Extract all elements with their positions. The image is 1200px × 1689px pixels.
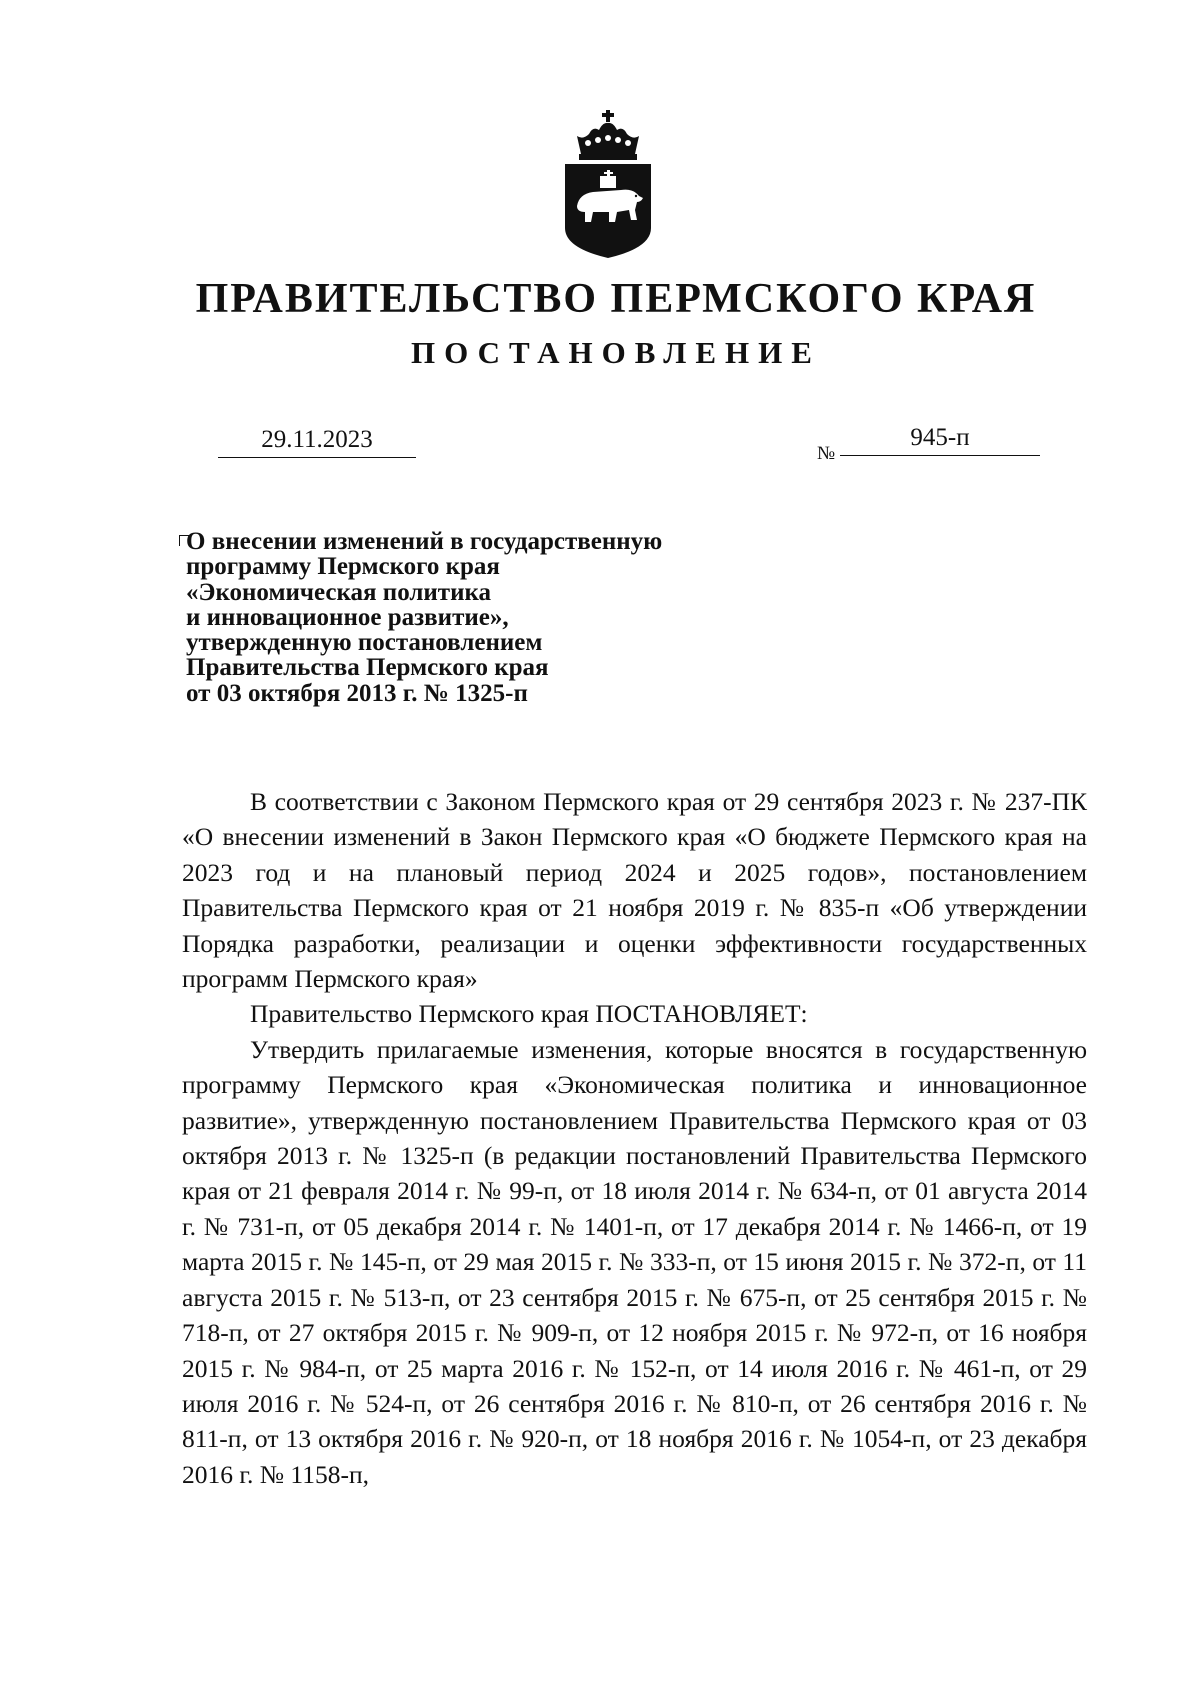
preamble-paragraph: В соответствии с Законом Пермского края от 29 сентября 2023 г. № 237-ПК «О внесении изменений в Закон Пермского края «О бюджете Пермского края на 2023 год и на плановый период 2024 и 2025 годов», постановлением Правительства Пермского края от 21 ноября 2019 г. № 835-п «Об утверждении Порядка разработки, реализации и оценки эффективности государственных программ Пермского края» <box>182 787 1087 994</box>
subject-line: «Экономическая политика <box>186 578 492 606</box>
subject-line: утвержденную постановлением <box>186 629 543 657</box>
document-type: ПОСТАНОВЛЕНИЕ <box>411 335 821 370</box>
coat-of-arms-icon <box>563 110 653 258</box>
resolution-paragraph: Правительство Пермского края ПОСТАНОВЛЯЕТ: <box>250 999 808 1029</box>
subject-line: от 03 октября 2013 г. № 1325-п <box>186 679 528 707</box>
approval-paragraph: Утвердить прилагаемые изменения, которые вносятся в государственную программу Пермского края «Экономическая политика и инновационное развитие», утвержденную постановлением Правительства Пермского края от 03 октября 2013 г. № 1325-п (в редакции постановлений Правительства Пермского края от 21 февраля 2014 г. № 99-п, от 18 июля 2014 г. № 634-п, от 01 августа 2014 г. № 731-п, от 05 декабря 2014 г. № 1401-п, от 17 декабря 2014 г. № 1466-п, от 19 марта 2015 г. № 145-п, от 29 мая 2015 г. № 333-п, от 15 июня 2015 г. № 372-п, от 11 августа 2015 г. № 513-п, от 23 сентября 2015 г. № 675-п, от 25 сентября 2015 г. № 718-п, от 27 октября 2015 г. № 909-п, от 12 ноября 2015 г. № 972-п, от 16 ноября 2015 г. № 984-п, от 25 марта 2016 г. № 152-п, от 14 июля 2016 г. № 461-п, от 29 июля 2016 г. № 524-п, от 26 сентября 2016 г. № 810-п, от 26 сентября 2016 г. № 811-п, от 13 октября 2016 г. № 920-п, от 18 ноября 2016 г. № 1054-п, от 23 декабря 2016 г. № 1158-п, <box>182 1034 1087 1489</box>
document-subject <box>186 529 662 706</box>
subject-line: программу Пермского края <box>186 553 500 581</box>
document-body <box>182 784 1087 1492</box>
document-date: 29.11.2023 <box>218 423 416 458</box>
number-sign: № <box>817 443 836 464</box>
document-number: 945-п <box>840 421 1040 456</box>
subject-line: О внесении изменений в государственную <box>186 528 663 555</box>
subject-line: и инновационное развитие», <box>186 603 509 631</box>
government-title: ПРАВИТЕЛЬСТВО ПЕРМСКОГО КРАЯ <box>195 276 1037 322</box>
subject-line: Правительства Пермского края <box>186 654 549 682</box>
